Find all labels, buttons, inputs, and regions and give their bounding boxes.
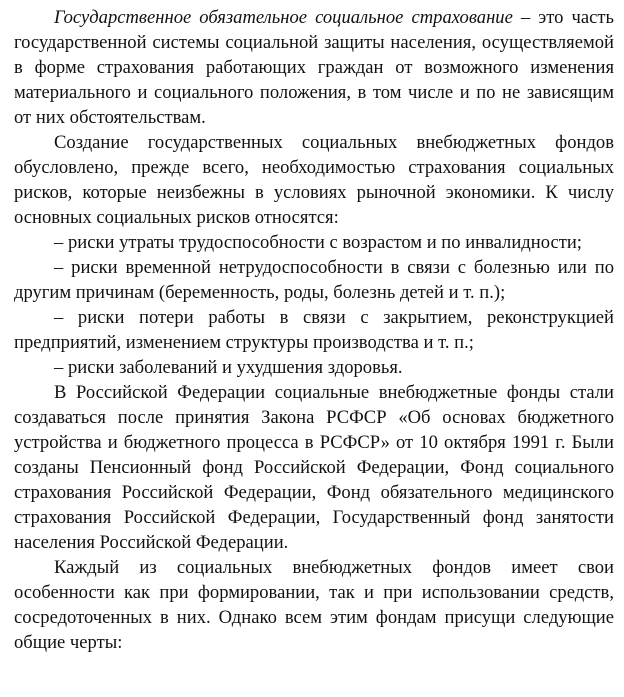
defined-term: Государственное обязательное социальное страхование <box>54 7 513 28</box>
paragraph-common-features: Каждый из социальных внебюджетных фондов имеет свои особенности как при формировании, так и при использовании средств, сосредоточенных в них. Однако всем этим фондам присущи следующие общие черты: <box>14 557 614 653</box>
paragraph-definition <box>14 5 614 130</box>
list-item-risk: – риски заболеваний и ухудшения здоровья. <box>54 357 403 378</box>
list-item-risk: – риски временной нетрудоспособности в связи с болезнью или по другим причинам (беременность, роды, болезнь детей и т. п.); <box>14 257 614 303</box>
definition-text: – это часть государственной системы социальной защиты населения, осуществляемой в форме страхования работающих граждан от возможного изменения материального и социального положения, в том числе и по не зависящим от них обстоятельствам. <box>14 7 614 128</box>
list-item-risk: – риски потери работы в связи с закрытием, реконструкцией предприятий, изменением структуры производства и т. п.; <box>14 307 614 353</box>
paragraph-history: В Российской Федерации социальные внебюджетные фонды стали создаваться после принятия Закона РСФСР «Об основах бюджетного устройства и бюджетного процесса в РСФСР» от 10 октября 1991 г. Были созданы Пенсионный фонд Российской Федерации, Фонд социального страхования Российской Федерации, Фонд обязательного медицинского страхования Российской Федерации, Государственный фонд занятости населения Российской Федерации. <box>14 382 614 553</box>
list-item-risk: – риски утраты трудоспособности с возрастом и по инвалидности; <box>54 232 582 253</box>
paragraph-funds-purpose: Создание государственных социальных внебюджетных фондов обусловлено, прежде всего, необходимостью страхования социальных рисков, которые неизбежны в условиях рыночной экономики. К числу основных социальных рисков относятся: <box>14 132 614 228</box>
